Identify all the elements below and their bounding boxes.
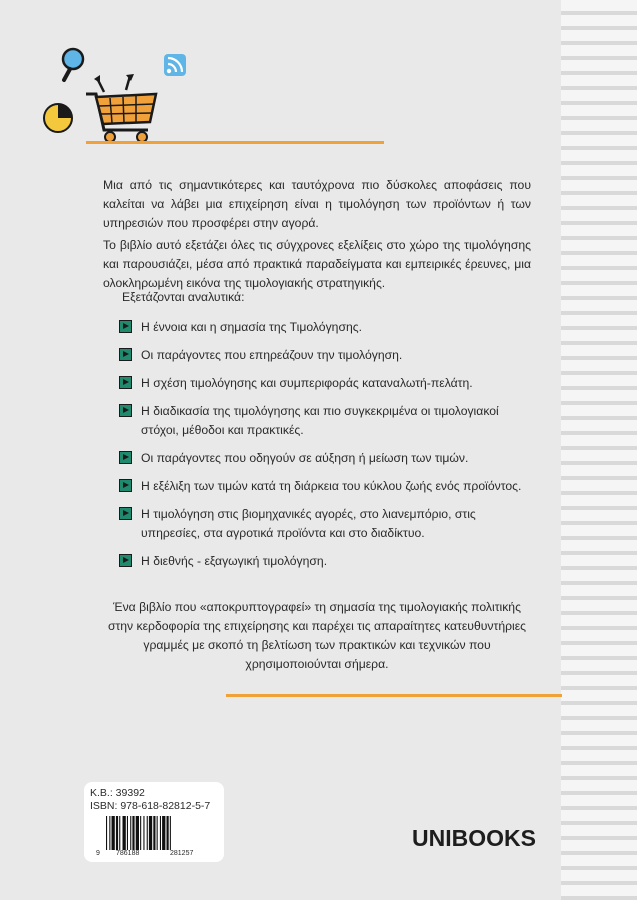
orange-divider-top [86,141,384,144]
isbn-box [84,782,224,862]
list-item: Η τιμολόγηση στις βιομηχανικές αγορές, στο λιανεμπόριο, στις υπηρεσίες, στα αγροτικά προϊόντα και στο διαδίκτυο. [119,505,531,543]
pie-chart-icon [44,104,72,132]
second-paragraph: Το βιβλίο αυτό εξετάζει όλες τις σύγχρονες εξελίξεις στο χώρο της τιμολόγησης και παρουσιάζει, μέσα από πρακτικά παραδείγματα και εμπειρικές έρευνες, μια ολοκληρωμένη εικόνα της τιμολογιακής στρατηγικής. [103,238,531,290]
list-item: Η σχέση τιμολόγησης και συμπεριφοράς καταναλωτή-πελάτη. [119,374,531,393]
kb-code: Κ.Β.: 39392 [90,787,145,799]
arrow-up-icon [94,74,134,92]
topics-list [119,318,531,580]
play-bullet-icon [119,554,132,567]
barcode-left-digits: 786188 [116,850,140,857]
play-bullet-icon [119,404,132,417]
wifi-icon [164,54,186,76]
list-item: Η έννοια και η σημασία της Τιμολόγησης. [119,318,531,337]
list-item: Η διεθνής - εξαγωγική τιμολόγηση. [119,552,531,571]
orange-divider-bottom [226,694,562,697]
play-bullet-icon [119,320,132,333]
shopping-cart-icon [86,94,156,142]
closing-paragraph: Ένα βιβλίο που «αποκρυπτογραφεί» τη σημασία της τιμολογιακής πολιτικής στην κερδοφορία της επιχείρησης και παρέχει τις απαραίτητες κατευθυντήριες γραμμές με σκοπό τη βελτίωση των πρακτικών και τεχνικών που χρησιμοποιούνται σήμερα. [107,600,527,671]
isbn-number: ISBN: 978-618-82812-5-7 [90,800,211,812]
barcode [106,816,216,850]
play-bullet-icon [119,451,132,464]
shopping-illustration [38,42,198,152]
barcode-right-digits: 281257 [170,850,194,857]
striped-edge [561,0,637,900]
list-item: Η εξέλιξη των τιμών κατά τη διάρκεια του κύκλου ζωής ενός προϊόντος. [119,477,531,496]
list-item: Οι παράγοντες που επηρεάζουν την τιμολόγηση. [119,346,531,365]
list-item: Οι παράγοντες που οδηγούν σε αύξηση ή μείωση των τιμών. [119,449,531,468]
play-bullet-icon [119,348,132,361]
list-item: Η διαδικασία της τιμολόγησης και πιο συγκεκριμένα οι τιμολογιακοί στόχοι, μέθοδοι και πρακτικές. [119,402,531,440]
play-bullet-icon [119,507,132,520]
barcode-first-digit: 9 [96,850,100,857]
list-intro: Εξετάζονται αναλυτικά: [122,290,245,304]
publisher-logo: UNIBOOKS [412,825,536,851]
play-bullet-icon [119,376,132,389]
play-bullet-icon [119,479,132,492]
intro-paragraph: Μια από τις σημαντικότερες και ταυτόχρονα πιο δύσκολες αποφάσεις που καλείται να λάβει μια επιχείρηση είναι η τιμολόγηση των προϊόντων ή των υπηρεσιών που προσφέρει στην αγορά. [103,178,531,230]
magnifier-icon [63,49,83,80]
